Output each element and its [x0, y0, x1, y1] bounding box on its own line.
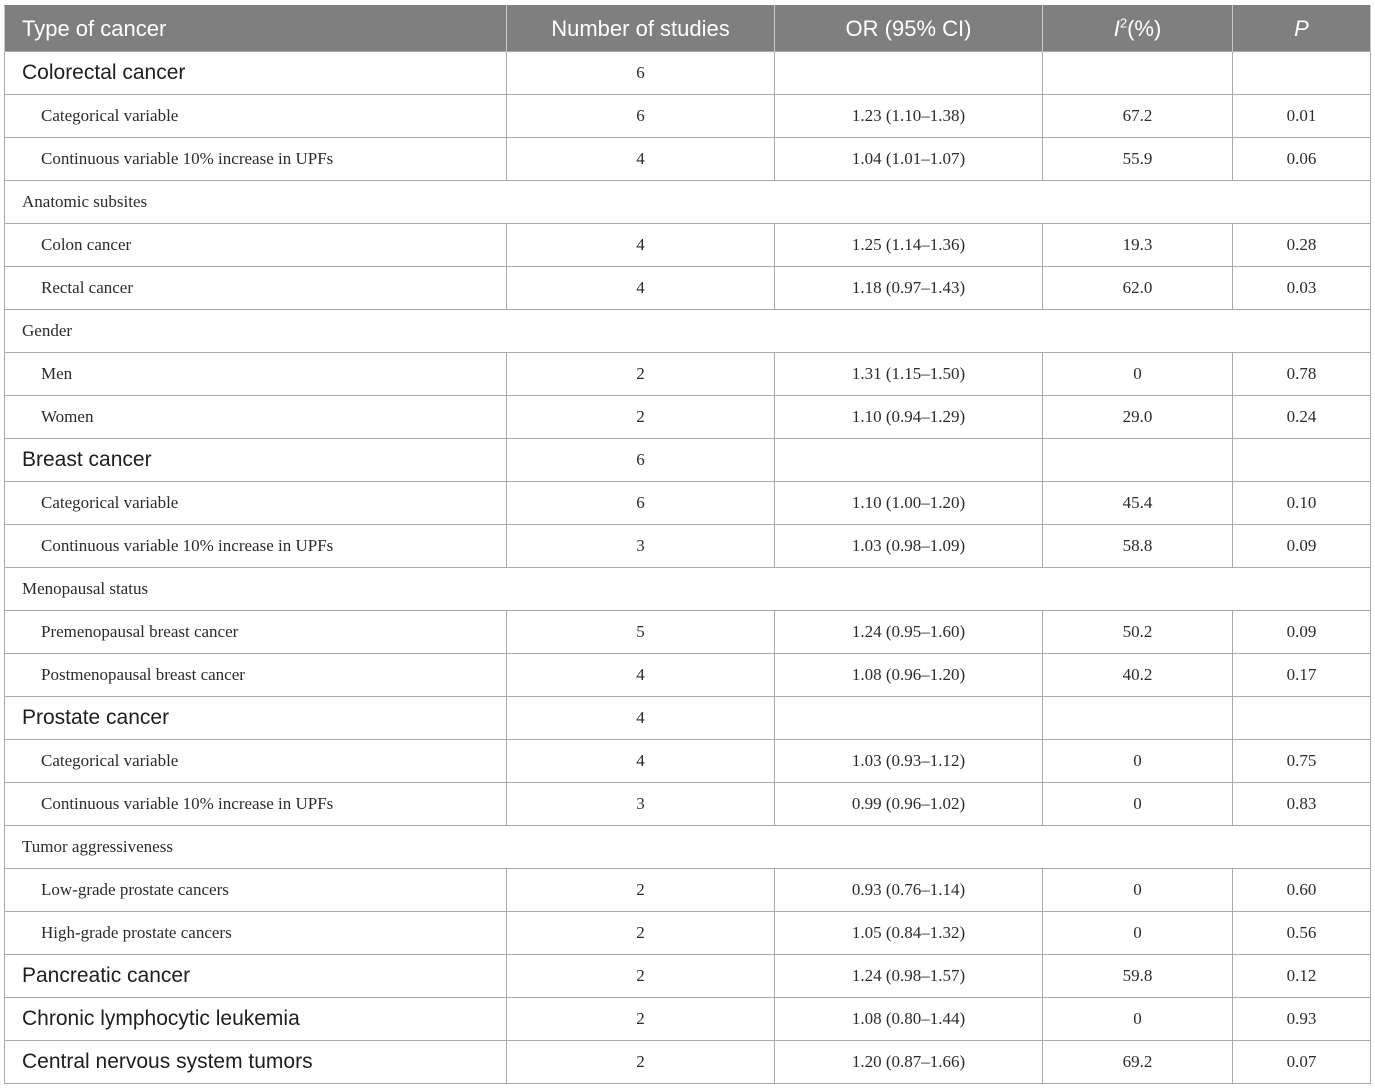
heterogeneity-cell: 59.8 [1043, 955, 1233, 998]
analysis-label: Continuous variable 10% increase in UPFs [5, 525, 507, 568]
studies-count-cell: 2 [507, 955, 775, 998]
odds-ratio-cell [775, 52, 1043, 95]
p-value-cell [1233, 52, 1371, 95]
odds-ratio-cell: 1.24 (0.95–1.60) [775, 611, 1043, 654]
studies-count-cell: 2 [507, 353, 775, 396]
p-value-cell: 0.93 [1233, 998, 1371, 1041]
table-row [5, 267, 1371, 310]
table-row [5, 353, 1371, 396]
heterogeneity-cell: 0 [1043, 998, 1233, 1041]
table-row [5, 52, 1371, 95]
header-i2-unit: (%) [1127, 15, 1162, 41]
table-row [5, 439, 1371, 482]
analysis-label: Continuous variable 10% increase in UPFs [5, 783, 507, 826]
table-row [5, 611, 1371, 654]
studies-count-cell: 3 [507, 525, 775, 568]
p-value-cell [1233, 697, 1371, 740]
table-row [5, 310, 1371, 353]
heterogeneity-cell: 50.2 [1043, 611, 1233, 654]
table-row [5, 740, 1371, 783]
table-row [5, 568, 1371, 611]
heterogeneity-cell: 29.0 [1043, 396, 1233, 439]
cancer-type-label: Chronic lymphocytic leukemia [5, 998, 507, 1041]
table-row [5, 998, 1371, 1041]
studies-count-cell: 4 [507, 224, 775, 267]
table-row [5, 396, 1371, 439]
heterogeneity-cell: 40.2 [1043, 654, 1233, 697]
studies-count-cell: 5 [507, 611, 775, 654]
analysis-label: Men [5, 353, 507, 396]
header-number-of-studies: Number of studies [507, 6, 775, 52]
p-value-cell: 0.12 [1233, 955, 1371, 998]
heterogeneity-cell: 19.3 [1043, 224, 1233, 267]
table-row [5, 138, 1371, 181]
table-row [5, 955, 1371, 998]
studies-count-cell: 4 [507, 740, 775, 783]
heterogeneity-cell [1043, 439, 1233, 482]
header-i2-superscript: 2 [1119, 15, 1128, 31]
odds-ratio-cell: 1.08 (0.96–1.20) [775, 654, 1043, 697]
odds-ratio-cell: 0.93 (0.76–1.14) [775, 869, 1043, 912]
table-row [5, 783, 1371, 826]
subgroup-heading: Anatomic subsites [5, 181, 1371, 224]
header-or-ci: OR (95% CI) [775, 6, 1043, 52]
table-row [5, 181, 1371, 224]
heterogeneity-cell: 0 [1043, 783, 1233, 826]
heterogeneity-cell: 55.9 [1043, 138, 1233, 181]
heterogeneity-cell: 58.8 [1043, 525, 1233, 568]
analysis-label: Categorical variable [5, 95, 507, 138]
odds-ratio-cell: 1.18 (0.97–1.43) [775, 267, 1043, 310]
cancer-type-label: Colorectal cancer [5, 52, 507, 95]
analysis-label: Continuous variable 10% increase in UPFs [5, 138, 507, 181]
header-i2-letter: I [1113, 15, 1120, 41]
p-value-cell: 0.03 [1233, 267, 1371, 310]
p-value-cell: 0.78 [1233, 353, 1371, 396]
studies-count-cell: 2 [507, 998, 775, 1041]
odds-ratio-cell: 1.05 (0.84–1.32) [775, 912, 1043, 955]
p-value-cell: 0.56 [1233, 912, 1371, 955]
p-value-cell: 0.60 [1233, 869, 1371, 912]
cancer-type-label: Prostate cancer [5, 697, 507, 740]
studies-count-cell: 6 [507, 439, 775, 482]
odds-ratio-cell: 1.03 (0.93–1.12) [775, 740, 1043, 783]
analysis-label: Rectal cancer [5, 267, 507, 310]
table-body [5, 52, 1371, 1084]
p-value-cell: 0.83 [1233, 783, 1371, 826]
table-row [5, 1041, 1371, 1084]
p-value-cell: 0.01 [1233, 95, 1371, 138]
analysis-label: Colon cancer [5, 224, 507, 267]
results-table [4, 5, 1371, 1084]
studies-count-cell: 4 [507, 697, 775, 740]
odds-ratio-cell: 1.03 (0.98–1.09) [775, 525, 1043, 568]
table-row [5, 95, 1371, 138]
analysis-label: Premenopausal breast cancer [5, 611, 507, 654]
studies-count-cell: 4 [507, 138, 775, 181]
p-value-cell [1233, 439, 1371, 482]
studies-count-cell: 4 [507, 267, 775, 310]
odds-ratio-cell: 1.24 (0.98–1.57) [775, 955, 1043, 998]
header-p-letter: P [1294, 15, 1309, 41]
p-value-cell: 0.06 [1233, 138, 1371, 181]
studies-count-cell: 2 [507, 912, 775, 955]
studies-count-cell: 4 [507, 654, 775, 697]
cancer-type-label: Breast cancer [5, 439, 507, 482]
table-row [5, 482, 1371, 525]
p-value-cell: 0.75 [1233, 740, 1371, 783]
studies-count-cell: 2 [507, 869, 775, 912]
table-row [5, 654, 1371, 697]
studies-count-cell: 6 [507, 95, 775, 138]
p-value-cell: 0.28 [1233, 224, 1371, 267]
odds-ratio-cell [775, 439, 1043, 482]
header-i2 [1043, 6, 1233, 52]
odds-ratio-cell: 1.23 (1.10–1.38) [775, 95, 1043, 138]
heterogeneity-cell [1043, 52, 1233, 95]
odds-ratio-cell: 1.10 (0.94–1.29) [775, 396, 1043, 439]
studies-count-cell: 2 [507, 396, 775, 439]
cancer-type-label: Pancreatic cancer [5, 955, 507, 998]
analysis-label: Categorical variable [5, 740, 507, 783]
odds-ratio-cell: 1.10 (1.00–1.20) [775, 482, 1043, 525]
subgroup-heading: Menopausal status [5, 568, 1371, 611]
studies-count-cell: 2 [507, 1041, 775, 1084]
cancer-type-label: Central nervous system tumors [5, 1041, 507, 1084]
p-value-cell: 0.09 [1233, 611, 1371, 654]
heterogeneity-cell: 45.4 [1043, 482, 1233, 525]
odds-ratio-cell: 1.04 (1.01–1.07) [775, 138, 1043, 181]
odds-ratio-cell: 1.25 (1.14–1.36) [775, 224, 1043, 267]
heterogeneity-cell: 0 [1043, 912, 1233, 955]
subgroup-heading: Tumor aggressiveness [5, 826, 1371, 869]
odds-ratio-cell: 1.08 (0.80–1.44) [775, 998, 1043, 1041]
analysis-label: Categorical variable [5, 482, 507, 525]
header-type-of-cancer: Type of cancer [5, 6, 507, 52]
heterogeneity-cell: 62.0 [1043, 267, 1233, 310]
heterogeneity-cell: 0 [1043, 869, 1233, 912]
p-value-cell: 0.17 [1233, 654, 1371, 697]
heterogeneity-cell [1043, 697, 1233, 740]
heterogeneity-cell: 69.2 [1043, 1041, 1233, 1084]
odds-ratio-cell: 1.20 (0.87–1.66) [775, 1041, 1043, 1084]
table-row [5, 826, 1371, 869]
p-value-cell: 0.07 [1233, 1041, 1371, 1084]
table-row [5, 912, 1371, 955]
heterogeneity-cell: 0 [1043, 353, 1233, 396]
subgroup-heading: Gender [5, 310, 1371, 353]
header-p-value [1233, 6, 1371, 52]
odds-ratio-cell: 0.99 (0.96–1.02) [775, 783, 1043, 826]
analysis-label: Postmenopausal breast cancer [5, 654, 507, 697]
table-row [5, 224, 1371, 267]
analysis-label: Women [5, 396, 507, 439]
analysis-label: Low-grade prostate cancers [5, 869, 507, 912]
studies-count-cell: 3 [507, 783, 775, 826]
odds-ratio-cell [775, 697, 1043, 740]
odds-ratio-cell: 1.31 (1.15–1.50) [775, 353, 1043, 396]
p-value-cell: 0.24 [1233, 396, 1371, 439]
table-row [5, 869, 1371, 912]
header-row [5, 6, 1371, 52]
studies-count-cell: 6 [507, 52, 775, 95]
studies-count-cell: 6 [507, 482, 775, 525]
p-value-cell: 0.09 [1233, 525, 1371, 568]
heterogeneity-cell: 67.2 [1043, 95, 1233, 138]
p-value-cell: 0.10 [1233, 482, 1371, 525]
analysis-label: High-grade prostate cancers [5, 912, 507, 955]
heterogeneity-cell: 0 [1043, 740, 1233, 783]
table-row [5, 525, 1371, 568]
table-row [5, 697, 1371, 740]
